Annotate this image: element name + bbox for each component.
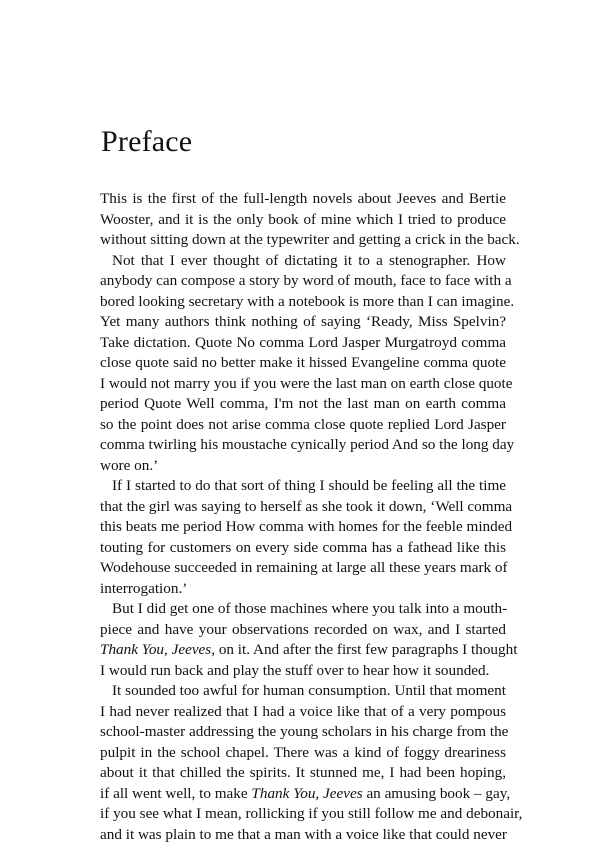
text-line: I had never realized that I had a voice like that of a very pompous	[100, 702, 506, 723]
text-line: that the girl was saying to herself as she took it down, ‘Well comma	[100, 497, 506, 518]
text-line: But I did get one of those machines where you talk into a mouth-	[100, 599, 506, 620]
text-line: This is the first of the full-length novels about Jeeves and Bertie	[100, 189, 506, 210]
text-line: It sounded too awful for human consumption. Until that moment	[100, 681, 506, 702]
text-line: wore on.’	[100, 456, 506, 477]
body-text	[100, 189, 506, 845]
text-line: this beats me period How comma with homes for the feeble minded	[100, 517, 506, 538]
text-line: I would not marry you if you were the last man on earth close quote	[100, 374, 506, 395]
text-line: if you see what I mean, rollicking if you still follow me and debonair,	[100, 804, 506, 825]
text-line: anybody can compose a story by word of mouth, face to face with a	[100, 271, 506, 292]
text-line: interrogation.’	[100, 579, 506, 600]
text-line: I would run back and play the stuff over to hear how it sounded.	[100, 661, 506, 682]
text-line: Yet many authors think nothing of saying ‘Ready, Miss Spelvin?	[100, 312, 506, 333]
text-line: if all went well, to make Thank You, Jeeves an amusing book – gay,	[100, 784, 506, 805]
text-line: touting for customers on every side comma has a fathead like this	[100, 538, 506, 559]
text-line: without sitting down at the typewriter and getting a crick in the back.	[100, 230, 506, 251]
page-title: Preface	[101, 124, 192, 160]
text-line: Thank You, Jeeves, on it. And after the first few paragraphs I thought	[100, 640, 506, 661]
text-line: close quote said no better make it hissed Evangeline comma quote	[100, 353, 506, 374]
text-line: and it was plain to me that a man with a voice like that could never	[100, 825, 506, 845]
text-line: so the point does not arise comma close quote replied Lord Jasper	[100, 415, 506, 436]
text-line: Wodehouse succeeded in remaining at large all these years mark of	[100, 558, 506, 579]
text-line: If I started to do that sort of thing I should be feeling all the time	[100, 476, 506, 497]
text-line: piece and have your observations recorded on wax, and I started	[100, 620, 506, 641]
text-line: Take dictation. Quote No comma Lord Jasper Murgatroyd comma	[100, 333, 506, 354]
text-line: Wooster, and it is the only book of mine which I tried to produce	[100, 210, 506, 231]
text-line: about it that chilled the spirits. It stunned me, I had been hoping,	[100, 763, 506, 784]
text-line: period Quote Well comma, I'm not the last man on earth comma	[100, 394, 506, 415]
text-line: school-master addressing the young scholars in his charge from the	[100, 722, 506, 743]
text-line: pulpit in the school chapel. There was a kind of foggy dreariness	[100, 743, 506, 764]
text-line: Not that I ever thought of dictating it to a stenographer. How	[100, 251, 506, 272]
text-line: comma twirling his moustache cynically period And so the long day	[100, 435, 506, 456]
text-line: bored looking secretary with a notebook is more than I can imagine.	[100, 292, 506, 313]
